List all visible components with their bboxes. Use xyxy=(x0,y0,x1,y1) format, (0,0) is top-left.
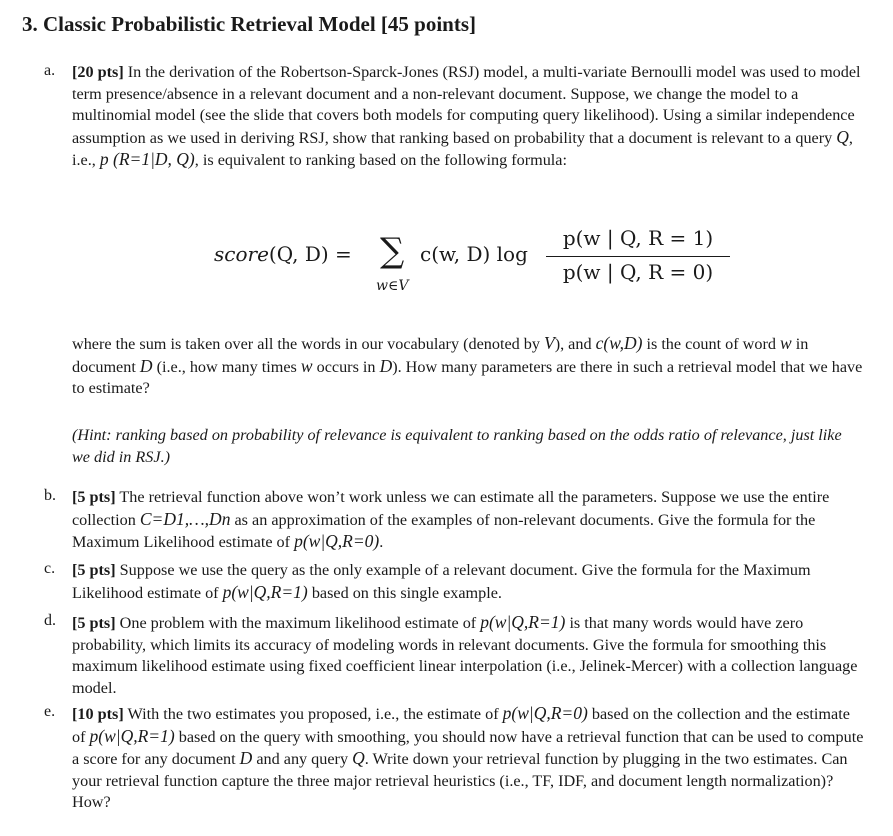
part-a-points: [20 pts] xyxy=(72,63,124,81)
part-a-followup-text: where the sum is taken over all the words in our vocabulary (denoted by V), and c(w,D) is the count of word w in document D (i.e., how many times w occurs in D). How many parameters are there in such a retrieval model that we have to estimate? xyxy=(72,333,863,397)
formula-numerator: p(w | Q, R = 1) xyxy=(562,226,714,250)
part-c-text: [5 pts] Suppose we use the query as the only example of a relevant document. Give the formula for the Maximum Likelihood estimate of p(w|Q,R=1) based on this single example. xyxy=(72,561,811,602)
part-d-marker: d. xyxy=(44,612,56,629)
part-e-text: [10 pts] With the two estimates you proposed, i.e., the estimate of p(w|Q,R=0) based on the collection and the estimate of p(w|Q,R=1) based on the query with smoothing, you should now have a retrieval function that can be used to compute a score for any document D and any query Q. Write down your retrieval function by plugging in the two estimates. Can your retrieval function capture the three major retrieval heuristics (i.e., TF, IDF, and document length normalization)? How? xyxy=(72,703,864,811)
formula-lhs: score(Q, D) = xyxy=(214,242,352,266)
part-d-points: [5 pts] xyxy=(72,614,116,632)
formula-denominator: p(w | Q, R = 0) xyxy=(562,260,714,284)
section-heading: 3. Classic Probabilistic Retrieval Model [45 points] xyxy=(22,12,476,36)
part-a-marker: a. xyxy=(44,62,56,79)
fraction-bar xyxy=(546,256,730,257)
part-c-marker: c. xyxy=(44,560,56,577)
part-e-marker: e. xyxy=(44,703,56,720)
part-c-points: [5 pts] xyxy=(72,561,116,579)
part-b-marker: b. xyxy=(44,487,56,504)
part-a-text: [20 pts] In the derivation of the Robertson-Sparck-Jones (RSJ) model, a multi-variate Bernoulli model was used to model term presence/absence in a relevant document and a non-relevant document. Suppose, we change the model to a multinomial model (see the slide that covers both models for computing query likelihood). Using a similar independence assumption as we used in deriving RSJ, show that ranking based on probability that a document is relevant to a query Q, i.e., p (R=1|D, Q), is equivalent to ranking based on the following formula: xyxy=(72,63,861,169)
sum-symbol: ∑ xyxy=(380,231,405,271)
formula-middle: c(w, D) log xyxy=(420,242,528,266)
part-a-hint: (Hint: ranking based on probability of relevance is equivalent to ranking based on the odds ratio of relevance, just like we did in RSJ.) xyxy=(72,426,842,466)
score-formula xyxy=(214,226,734,306)
part-e-points: [10 pts] xyxy=(72,705,124,723)
part-b-points: [5 pts] xyxy=(72,488,116,506)
sum-subscript: w∈V xyxy=(376,278,409,294)
part-d-text: [5 pts] One problem with the maximum likelihood estimate of p(w|Q,R=1) is that many words would have zero probability, which limits its accuracy of modeling words in relevant documents. Give the formula for smoothing this maximum likelihood estimate using fixed coefficient linear interpolation (i.e., Jelinek-Mercer) with a collection language model. xyxy=(72,612,858,697)
formula-fraction xyxy=(546,226,730,284)
part-b-text: [5 pts] The retrieval function above won’t work unless we can estimate all the parameters. Suppose we use the entire collection C=D1,…,Dn as an approximation of the examples of non-relevant documents. Give the formula for the Maximum Likelihood estimate of p(w|Q,R=0). xyxy=(72,488,830,551)
